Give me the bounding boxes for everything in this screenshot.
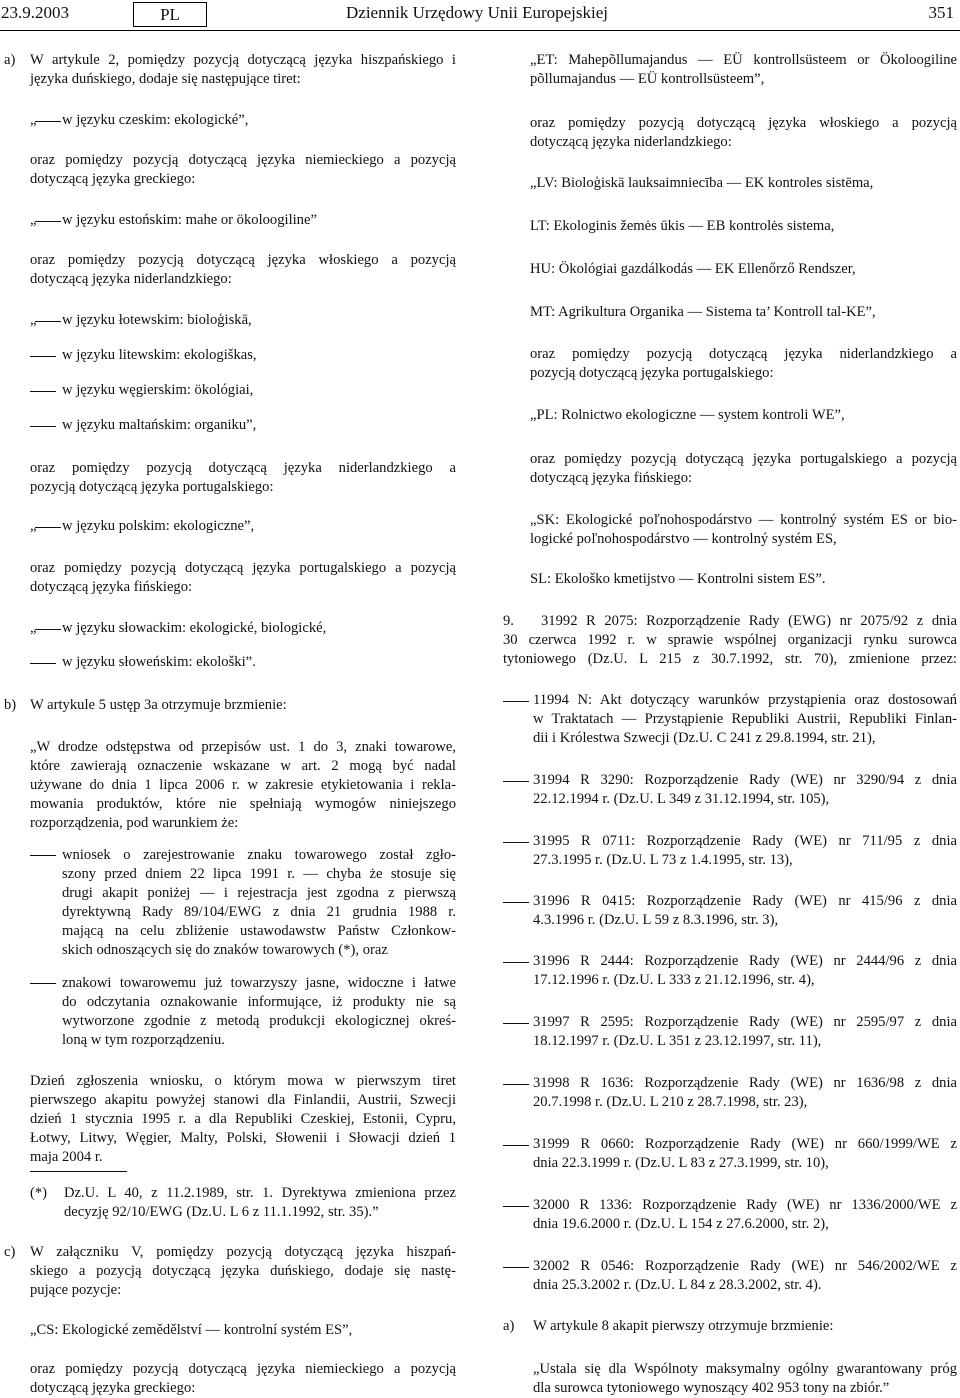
header-language-box: PL bbox=[133, 2, 207, 27]
amendment-line: dnia 22.3.1999 r. (Dz.U. L 83 z 27.3.1999, str. 10), bbox=[533, 1155, 829, 1171]
tiret-line: wytworzone zgodnie z metodą produkcji ekologicznej okreś- bbox=[62, 1013, 456, 1029]
dash bbox=[35, 121, 61, 122]
dash bbox=[503, 842, 529, 843]
paragraph-line: Łotwy, Litwy, Węgier, Malty, Polski, Słowenii i Słowacji dzień 1 bbox=[30, 1130, 456, 1146]
tiret-line: do odczytania oznakowanie informujące, iż produkty nie są bbox=[62, 994, 456, 1010]
item-9-line: 31992 R 2075: Rozporządzenie Rady (EWG) nr 2075/92 z dnia bbox=[541, 613, 957, 629]
item-a-line: W artykule 2, pomiędzy pozycją dotyczącą języka hiszpańskiego i bbox=[30, 52, 456, 68]
paragraph-line: maja 2004 r. bbox=[30, 1149, 103, 1165]
quote-line: „W drodze odstępstwa od przepisów ust. 1 do 3, znaki towarowe, bbox=[30, 739, 456, 755]
entry-line: logické poľnohospodárstvo — kontrolný systém ES, bbox=[530, 531, 837, 547]
dash bbox=[503, 1084, 529, 1085]
header-journal-title: Dziennik Urzędowy Unii Europejskiej bbox=[346, 3, 609, 22]
item-c-line: W załączniku V, pomiędzy pozycją dotyczącą języka hiszpań- bbox=[30, 1244, 456, 1260]
dash bbox=[503, 962, 529, 963]
paragraph-line: oraz pomiędzy pozycją dotyczącą języka włoskiego a pozycją bbox=[530, 115, 957, 131]
entry-line: „ET: Mahepõllumajandus — EÜ kontrollsüsteem or Ökoloogiline bbox=[530, 52, 957, 68]
dash bbox=[35, 527, 61, 528]
item-c-line: pujące pozycje: bbox=[30, 1282, 122, 1298]
item-a-label: a) bbox=[503, 1318, 515, 1334]
dash bbox=[503, 781, 529, 782]
entry-line: „LV: Bioloģiskā lauksaimniecība — EK kontroles sistēma, bbox=[530, 175, 874, 191]
amendment-line: 31994 R 3290: Rozporządzenie Rady (WE) nr 3290/94 z dnia bbox=[533, 772, 957, 788]
entry-line: „SK: Ekologické poľnohospodárstvo — kontrolný systém ES or bio- bbox=[530, 512, 957, 528]
tiret-line: drugi akapit poniżej — i rejestracja jest zgodna z pierwszą bbox=[62, 885, 456, 901]
paragraph-line: dotyczącą języka fińskiego: bbox=[30, 579, 193, 595]
item-a-line: języka duńskiego, dodaje się następujące tiret: bbox=[30, 71, 301, 87]
footnote-marker: (*) bbox=[30, 1185, 48, 1201]
amendment-line: 31996 R 2444: Rozporządzenie Rady (WE) nr 2444/96 z dnia bbox=[533, 953, 957, 969]
amendment-line: 31995 R 0711: Rozporządzenie Rady (WE) nr 711/95 z dnia bbox=[533, 833, 957, 849]
amendment-line: 4.3.1996 r. (Dz.U. L 59 z 8.3.1996, str. 3), bbox=[533, 912, 779, 928]
list-item: w języku polskim: ekologiczne”, bbox=[62, 518, 255, 534]
quote-line: które zawierają oznaczenie wskazane w art. 2 mogą być nadal bbox=[30, 758, 456, 774]
entry-line: LT: Ekologinis žemės ūkis — EB kontrolės sistema, bbox=[530, 218, 835, 234]
paragraph-line: oraz pomiędzy pozycją dotyczącą języka włoskiego a pozycją bbox=[30, 252, 456, 268]
quote-line: dla surowca tytoniowego wynoszący 402 953 tony na zbiór.” bbox=[533, 1380, 890, 1396]
paragraph-line: dotyczącą języka fińskiego: bbox=[530, 470, 693, 486]
amendment-line: 31998 R 1636: Rozporządzenie Rady (WE) nr 1636/98 z dnia bbox=[533, 1075, 957, 1091]
dash bbox=[503, 1145, 529, 1146]
dash bbox=[503, 1023, 529, 1024]
paragraph-line: dotyczącą języka niderlandzkiego: bbox=[30, 271, 232, 287]
paragraph-line: oraz pomiędzy pozycją dotyczącą języka niderlandzkiego a bbox=[30, 460, 456, 476]
amendment-line: 31996 R 0415: Rozporządzenie Rady (WE) nr 415/96 z dnia bbox=[533, 893, 957, 909]
tiret-line: znakowi towarowemu już towarzyszy jasne, widoczne i łatwe bbox=[62, 975, 456, 991]
list-item: w języku estońskim: mahe or ökoloogiline” bbox=[62, 212, 317, 228]
amendment-line: 31999 R 0660: Rozporządzenie Rady (WE) nr 660/1999/WE z bbox=[533, 1136, 957, 1152]
entry-line: HU: Ökológiai gazdálkodás — EK Ellenőrző Rendszer, bbox=[530, 261, 856, 277]
entry-line: SL: Ekološko kmetijstvo — Kontrolni sistem ES”. bbox=[530, 571, 826, 587]
list-item: w języku węgierskim: ökológiai, bbox=[62, 382, 254, 398]
quote-open: „ bbox=[30, 212, 37, 228]
paragraph-line: dotyczącą języka greckiego: bbox=[30, 1380, 196, 1396]
quote-line: „Ustala się dla Wspólnoty maksymalny ogólny gwarantowany próg bbox=[533, 1361, 957, 1377]
footnote-line: Dz.U. L 40, z 11.2.1989, str. 1. Dyrektywa zmieniona przez bbox=[64, 1185, 456, 1201]
dash bbox=[35, 321, 61, 322]
dash bbox=[30, 356, 56, 357]
dash bbox=[30, 663, 56, 664]
paragraph-line: pozycją dotyczącą języka portugalskiego: bbox=[30, 479, 274, 495]
paragraph-line: oraz pomiędzy pozycją dotyczącą języka niemieckiego a pozycją bbox=[30, 1361, 456, 1377]
amendment-line: 18.12.1997 r. (Dz.U. L 351 z 23.12.1997, str. 11), bbox=[533, 1033, 822, 1049]
entry-line: „CS: Ekologické zemědělství — kontrolní systém ES”, bbox=[30, 1322, 353, 1338]
list-item: w języku litewskim: ekologiškas, bbox=[62, 347, 257, 363]
paragraph-line: oraz pomiędzy pozycją dotyczącą języka portugalskiego a pozycją bbox=[30, 560, 456, 576]
entry-line: MT: Agrikultura Organika — Sistema ta’ Kontroll tal-KE”, bbox=[530, 304, 876, 320]
dash bbox=[503, 1206, 529, 1207]
dash bbox=[30, 855, 56, 856]
amendment-line: 22.12.1994 r. (Dz.U. L 349 z 31.12.1994, str. 105), bbox=[533, 791, 830, 807]
paragraph-line: dzień 1 stycznia 1995 r. a dla Republiki Czeskiej, Estonii, Cypru, bbox=[30, 1111, 456, 1127]
amendment-line: 31997 R 2595: Rozporządzenie Rady (WE) nr 2595/97 z dnia bbox=[533, 1014, 957, 1030]
dash bbox=[30, 391, 56, 392]
paragraph-line: pozycją dotyczącą języka portugalskiego: bbox=[530, 365, 774, 381]
tiret-line: wniosek o zarejestrowanie znaku towarowego został zgło- bbox=[62, 847, 456, 863]
item-a-text: W artykule 8 akapit pierwszy otrzymuje brzmienie: bbox=[533, 1318, 834, 1334]
header-date: 23.9.2003 bbox=[1, 3, 69, 22]
tiret-line: skich odnoszących się do znaków towarowych (*), oraz bbox=[62, 942, 388, 958]
quote-line: mowania produktów, które nie spełniają wymogów niniejszego bbox=[30, 796, 456, 812]
dash bbox=[503, 701, 529, 702]
amendment-line: 11994 N: Akt dotyczący warunków przystąpienia oraz dostosowań bbox=[533, 692, 957, 708]
item-9-line: 30 czerwca 1992 r. w sprawie wspólnej organizacji rynku surowca bbox=[503, 632, 957, 648]
paragraph-line: dotyczącą języka niderlandzkiego: bbox=[530, 134, 732, 150]
dash bbox=[35, 629, 61, 630]
dash bbox=[30, 983, 56, 984]
item-9-line: tytoniowego (Dz.U. L 215 z 30.7.1992, str. 70), zmienione przez: bbox=[503, 651, 957, 667]
footnote-line: decyzję 92/10/EWG (Dz.U. L 6 z 11.1.1992, str. 35).” bbox=[64, 1204, 379, 1220]
quote-open: „ bbox=[30, 518, 37, 534]
paragraph-line: oraz pomiędzy pozycją dotyczącą języka portugalskiego a pozycją bbox=[530, 451, 957, 467]
entry-line: „PL: Rolnictwo ekologiczne — system kontroli WE”, bbox=[530, 407, 845, 423]
footnote-rule bbox=[30, 1171, 127, 1172]
list-item: w języku słowackim: ekologické, biologické, bbox=[62, 620, 327, 636]
paragraph-line: dotyczącą języka greckiego: bbox=[30, 171, 196, 187]
item-c-label: c) bbox=[4, 1244, 16, 1260]
tiret-line: loną w tym rozporządzeniu. bbox=[62, 1032, 225, 1048]
amendment-line: dnia 25.3.2002 r. (Dz.U. L 84 z 28.3.2002, str. 4). bbox=[533, 1277, 822, 1293]
item-b-text: W artykule 5 ustęp 3a otrzymuje brzmienie: bbox=[30, 697, 287, 713]
amendment-line: 27.3.1995 r. (Dz.U. L 73 z 1.4.1995, str. 13), bbox=[533, 852, 793, 868]
paragraph-line: pierwszego akapitu powyżej stanowi dla Finlandii, Austrii, Szwecji bbox=[30, 1092, 456, 1108]
paragraph-line: Dzień zgłoszenia wniosku, o którym mowa w pierwszym tiret bbox=[30, 1073, 456, 1089]
quote-open: „ bbox=[30, 620, 37, 636]
quote-line: używane do dnia 1 lipca 2006 r. w zakresie etykietowania i rekla- bbox=[30, 777, 456, 793]
amendment-line: dii i Królestwa Szwecji (Dz.U. C 241 z 29.8.1994, str. 21), bbox=[533, 730, 876, 746]
amendment-line: 32002 R 0546: Rozporządzenie Rady (WE) nr 546/2002/WE z bbox=[533, 1258, 957, 1274]
page-header bbox=[0, 0, 960, 31]
item-9-label: 9. bbox=[503, 613, 514, 629]
dash bbox=[30, 426, 56, 427]
item-b-label: b) bbox=[4, 697, 17, 713]
amendment-line: w Traktatach — Przystąpienie Republiki Austrii, Republiki Finlan- bbox=[533, 711, 957, 727]
amendment-line: 32000 R 1336: Rozporządzenie Rady (WE) nr 1336/2000/WE z bbox=[533, 1197, 957, 1213]
item-c-line: skiego a pozycją dotyczącą języka duńskiego, dodaje się nastę- bbox=[30, 1263, 456, 1279]
tiret-line: mającą na celu zbliżenie ustawodawstw Państw Członkow- bbox=[62, 923, 456, 939]
quote-open: „ bbox=[30, 112, 37, 128]
quote-line: rozporządzenia, pod warunkiem że: bbox=[30, 815, 239, 831]
paragraph-line: oraz pomiędzy pozycją dotyczącą języka niemieckiego a pozycją bbox=[30, 152, 456, 168]
tiret-line: dyrektywną Rady 89/104/EWG z dnia 21 grudnia 1988 r. bbox=[62, 904, 456, 920]
entry-line: põllumajandus — EÜ kontrollsüsteem”, bbox=[530, 71, 765, 87]
amendment-line: 17.12.1996 r. (Dz.U. L 333 z 21.12.1996, str. 4), bbox=[533, 972, 815, 988]
amendment-line: dnia 19.6.2000 r. (Dz.U. L 154 z 27.6.2000, str. 2), bbox=[533, 1216, 829, 1232]
dash bbox=[503, 902, 529, 903]
list-item: w języku maltańskim: organiku”, bbox=[62, 417, 257, 433]
list-item: w języku czeskim: ekologické”, bbox=[62, 112, 249, 128]
paragraph-line: oraz pomiędzy pozycją dotyczącą języka niderlandzkiego a bbox=[530, 346, 957, 362]
quote-open: „ bbox=[30, 312, 37, 328]
list-item: w języku łotewskim: bioloģiskā, bbox=[62, 312, 252, 328]
dash bbox=[503, 1267, 529, 1268]
dash bbox=[35, 221, 61, 222]
amendment-line: 20.7.1998 r. (Dz.U. L 210 z 28.7.1998, str. 23), bbox=[533, 1094, 808, 1110]
item-a-label: a) bbox=[4, 52, 16, 68]
list-item: w języku słoweńskim: ekološki”. bbox=[62, 654, 256, 670]
tiret-line: szony przed dniem 22 lipca 1991 r. — chyba że stosuje się bbox=[62, 866, 456, 882]
header-page-number: 351 bbox=[928, 3, 954, 22]
